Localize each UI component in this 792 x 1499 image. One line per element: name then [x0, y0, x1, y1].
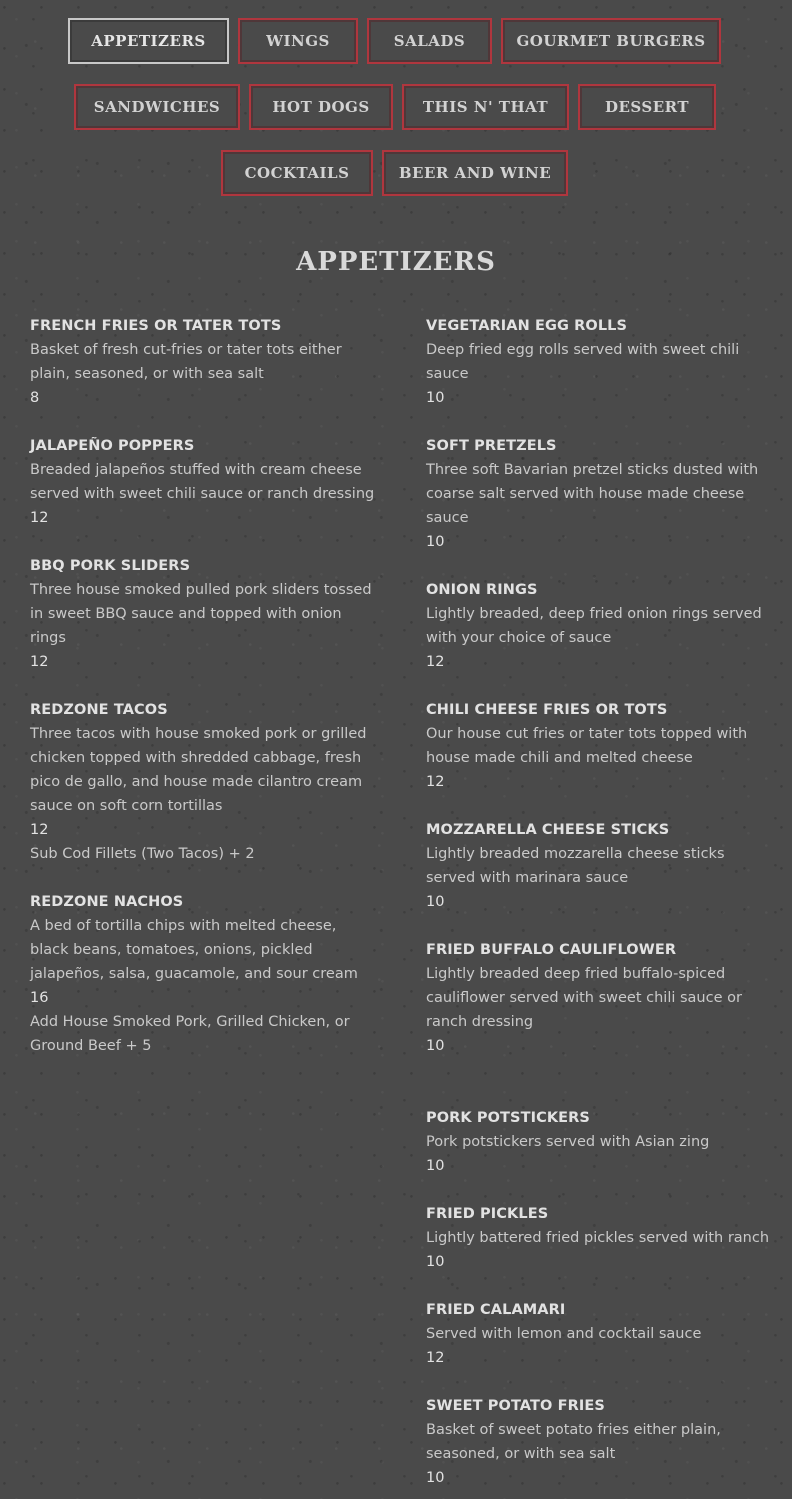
menu-item-mozzarella-sticks: [426, 818, 772, 914]
category-button-dessert[interactable]: DESSERT: [578, 84, 716, 130]
menu-item-price: 10: [426, 390, 445, 406]
menu-item-name: CHILI CHEESE FRIES OR TOTS: [426, 702, 668, 718]
menu-item-chili-cheese-fries: [426, 698, 772, 794]
menu-item-soft-pretzels: [426, 434, 772, 554]
category-button-gourmet-burgers[interactable]: GOURMET BURGERS: [501, 18, 721, 64]
menu-item-name: MOZZARELLA CHEESE STICKS: [426, 822, 670, 838]
category-button-beer-and-wine[interactable]: BEER AND WINE: [382, 150, 568, 196]
section-title: APPETIZERS: [296, 247, 496, 277]
menu-item-onion-rings: [426, 578, 772, 674]
menu-item-name: BBQ PORK SLIDERS: [30, 558, 191, 574]
menu-item-name: PORK POTSTICKERS: [426, 1110, 590, 1126]
menu-item-fried-calamari: [426, 1298, 772, 1370]
menu-item-price: 10: [426, 1470, 445, 1486]
menu-item-description: Pork potstickers served with Asian zing: [426, 1134, 710, 1150]
menu-item-description: Lightly battered fried pickles served with ranch: [426, 1230, 770, 1246]
category-button-appetizers[interactable]: APPETIZERS: [68, 18, 229, 64]
menu-item-price: 10: [426, 534, 445, 550]
menu-item-sweet-potato-fries: [426, 1394, 772, 1490]
menu-item-pork-potstickers: [426, 1106, 772, 1178]
category-button-wings[interactable]: WINGS: [238, 18, 358, 64]
menu-item-jalapeno-poppers: [30, 434, 375, 530]
menu-item-price: 12: [426, 1350, 445, 1366]
menu-item-description: Lightly breaded, deep fried onion rings served with your choice of sauce: [426, 606, 762, 646]
menu-item-description: A bed of tortilla chips with melted cheese, black beans, tomatoes, onions, pickled jalapeños, salsa, guacamole, and sour cream: [30, 918, 358, 982]
menu-item-price: 8: [30, 390, 40, 406]
menu-item-price: 12: [30, 654, 49, 670]
menu-item-name: VEGETARIAN EGG ROLLS: [426, 318, 628, 334]
menu-item-redzone-tacos: [30, 698, 375, 866]
menu-item-price: 10: [426, 1254, 445, 1270]
menu-item-description: Lightly breaded deep fried buffalo-spiced cauliflower served with sweet chili sauce or ranch dressing: [426, 966, 742, 1030]
menu-item-price: 16: [30, 990, 49, 1006]
menu-item-price: 12: [426, 654, 445, 670]
menu-item-redzone-nachos: [30, 890, 375, 1058]
menu-item-buffalo-cauliflower: [426, 938, 772, 1058]
menu-item-name: FRIED BUFFALO CAULIFLOWER: [426, 942, 677, 958]
menu-item-description: Served with lemon and cocktail sauce: [426, 1326, 702, 1342]
menu-item-french-fries: [30, 314, 375, 410]
menu-item-name: REDZONE NACHOS: [30, 894, 184, 910]
menu-item-name: FRIED CALAMARI: [426, 1302, 566, 1318]
menu-item-description: Three soft Bavarian pretzel sticks dusted with coarse salt served with house made cheese sauce: [426, 462, 759, 526]
menu-item-price: 12: [426, 774, 445, 790]
menu-item-name: JALAPEÑO POPPERS: [30, 438, 195, 454]
menu-item-addon: Sub Cod Fillets (Two Tacos) + 2: [30, 846, 255, 862]
menu-item-price: 12: [30, 822, 49, 838]
menu-item-price: 10: [426, 1038, 445, 1054]
menu-item-description: Our house cut fries or tater tots topped with house made chili and melted cheese: [426, 726, 748, 766]
menu-item-price: 12: [30, 510, 49, 526]
menu-item-name: SWEET POTATO FRIES: [426, 1398, 605, 1414]
menu-item-price: 10: [426, 894, 445, 910]
menu-item-addon: Add House Smoked Pork, Grilled Chicken, or Ground Beef + 5: [30, 1014, 350, 1054]
menu-item-name: FRIED PICKLES: [426, 1206, 549, 1222]
menu-item-name: ONION RINGS: [426, 582, 538, 598]
menu-item-description: Basket of fresh cut-fries or tater tots either plain, seasoned, or with sea salt: [30, 342, 342, 382]
menu-item-fried-pickles: [426, 1202, 772, 1274]
menu-item-name: REDZONE TACOS: [30, 702, 168, 718]
menu-item-vegetarian-egg-rolls: [426, 314, 772, 410]
menu-item-description: Lightly breaded mozzarella cheese sticks served with marinara sauce: [426, 846, 725, 886]
category-button-sandwiches[interactable]: SANDWICHES: [74, 84, 240, 130]
category-button-salads[interactable]: SALADS: [367, 18, 492, 64]
category-button-this-n-that[interactable]: THIS N' THAT: [402, 84, 569, 130]
menu-item-name: SOFT PRETZELS: [426, 438, 557, 454]
menu-item-description: Basket of sweet potato fries either plain, seasoned, or with sea salt: [426, 1422, 721, 1462]
menu-item-name: FRENCH FRIES OR TATER TOTS: [30, 318, 282, 334]
menu-item-bbq-pork-sliders: [30, 554, 375, 674]
menu-item-description: Breaded jalapeños stuffed with cream cheese served with sweet chili sauce or ranch dressing: [30, 462, 375, 502]
category-button-hot-dogs[interactable]: HOT DOGS: [249, 84, 393, 130]
menu-item-price: 10: [426, 1158, 445, 1174]
menu-item-description: Deep fried egg rolls served with sweet chili sauce: [426, 342, 740, 382]
menu-item-description: Three tacos with house smoked pork or grilled chicken topped with shredded cabbage, fresh pico de gallo, and house made cilantro cream sauce on soft corn tortillas: [30, 726, 367, 814]
menu-item-description: Three house smoked pulled pork sliders tossed in sweet BBQ sauce and topped with onion rings: [30, 582, 372, 646]
category-button-cocktails[interactable]: COCKTAILS: [221, 150, 373, 196]
